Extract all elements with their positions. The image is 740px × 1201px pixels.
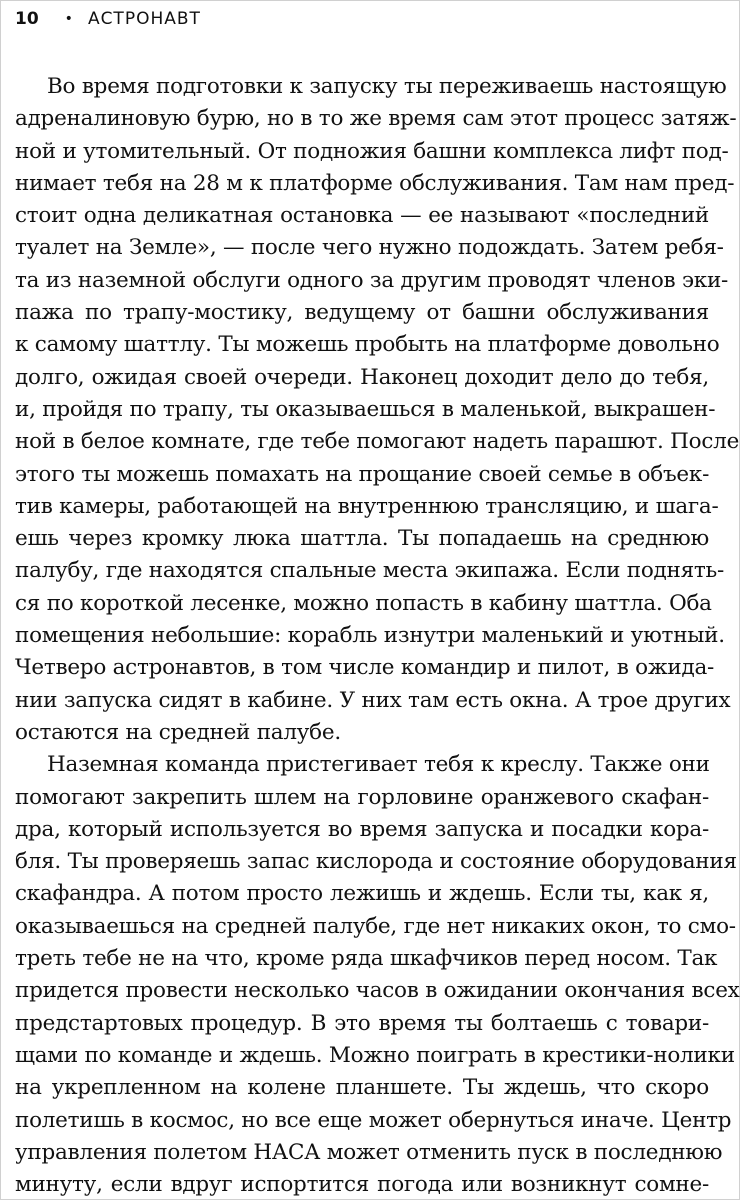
text-line: Во время подготовки к запуску ты переживаешь настоящую <box>47 74 727 99</box>
text-line: тив камеры, работающей на внутреннюю трансляцию, и шага- <box>15 493 719 519</box>
text-line: бля. Ты проверяешь запас кислорода и состояние оборудования <box>15 849 737 875</box>
text-line: предстартовых процедур. В это время ты болтаешь с товари- <box>15 1010 709 1036</box>
text-line: туалет на Земле», — после чего нужно подождать. Затем ребя- <box>15 235 724 261</box>
text-line: адреналиновую бурю, но в то же время сам этот процесс затяж- <box>15 106 737 132</box>
running-title: АСТРОНАВТ <box>87 9 201 29</box>
text-line: Наземная команда пристегивает тебя к креслу. Также они <box>47 752 710 778</box>
text-line: ешь через кромку люка шаттла. Ты попадаешь на среднюю <box>15 526 709 552</box>
text-line: этого ты можешь помахать на прощание своей семье в объек- <box>15 461 710 487</box>
text-line: нимает тебя на 28 м к платформе обслуживания. Там нам пред- <box>15 170 735 196</box>
text-line: щами по команде и ждешь. Можно поиграть в крестики-нолики <box>15 1042 735 1068</box>
running-header <box>15 7 201 31</box>
paragraph-1 <box>15 71 740 749</box>
text-line: долго, ожидая своей очереди. Наконец доходит дело до тебя, <box>15 364 709 390</box>
text-line: скафандра. А потом просто лежишь и ждешь. Если ты, как я, <box>15 881 709 907</box>
text-line: дра, который используется во время запуска и посадки кора- <box>15 816 709 842</box>
text-line: и, пройдя по трапу, ты оказываешься в маленькой, выкрашен- <box>15 396 716 422</box>
text-line: полетишь в космос, но все еще может обернуться иначе. Центр <box>15 1107 732 1133</box>
text-line: та из наземной обслуги одного за другим проводят членов эки- <box>15 267 729 293</box>
text-line: остаются на средней палубе. <box>15 719 341 745</box>
text-line: оказываешься на средней палубе, где нет никаких окон, то смо- <box>15 913 736 939</box>
text-line: нии запуска сидят в кабине. У них там есть окна. А трое других <box>15 687 731 713</box>
paragraph-2 <box>15 749 740 1201</box>
text-line: палубу, где находятся спальные места экипажа. Если поднять- <box>15 558 725 584</box>
text-line: на укрепленном на колене планшете. Ты ждешь, что скоро <box>15 1075 709 1101</box>
text-line: стоит одна деликатная остановка — ее называют «последний <box>15 203 709 229</box>
body-text <box>15 71 740 1201</box>
header-bullet: • <box>64 11 74 27</box>
text-line: пажа по трапу-мостику, ведущему от башни обслуживания <box>15 300 709 326</box>
text-line: треть тебе не на что, кроме ряда шкафчиков перед носом. Так <box>15 946 718 972</box>
text-line: к самому шаттлу. Ты можешь пробыть на платформе довольно <box>15 332 720 358</box>
text-line: помещения небольшие: корабль изнутри маленький и уютный. <box>15 623 725 649</box>
text-line: управления полетом НАСА может отменить пуск в последнюю <box>15 1139 723 1165</box>
text-line: ной в белое комнате, где тебе помогают надеть парашют. После <box>15 429 740 455</box>
text-line: Четверо астронавтов, в том числе командир и пилот, в ожида- <box>15 655 715 681</box>
text-line: помогают закрепить шлем на горловине оранжевого скафан- <box>15 784 709 810</box>
text-line: ной и утомительный. От подножия башни комплекса лифт под- <box>15 138 729 164</box>
text-line: ся по короткой лесенке, можно попасть в кабину шаттла. Оба <box>15 590 712 616</box>
page-number: 10 <box>15 9 39 29</box>
text-line: минуту, если вдруг испортится погода или возникнут сомне- <box>15 1172 709 1198</box>
text-line: придется провести несколько часов в ожидании окончания всех <box>15 978 740 1004</box>
